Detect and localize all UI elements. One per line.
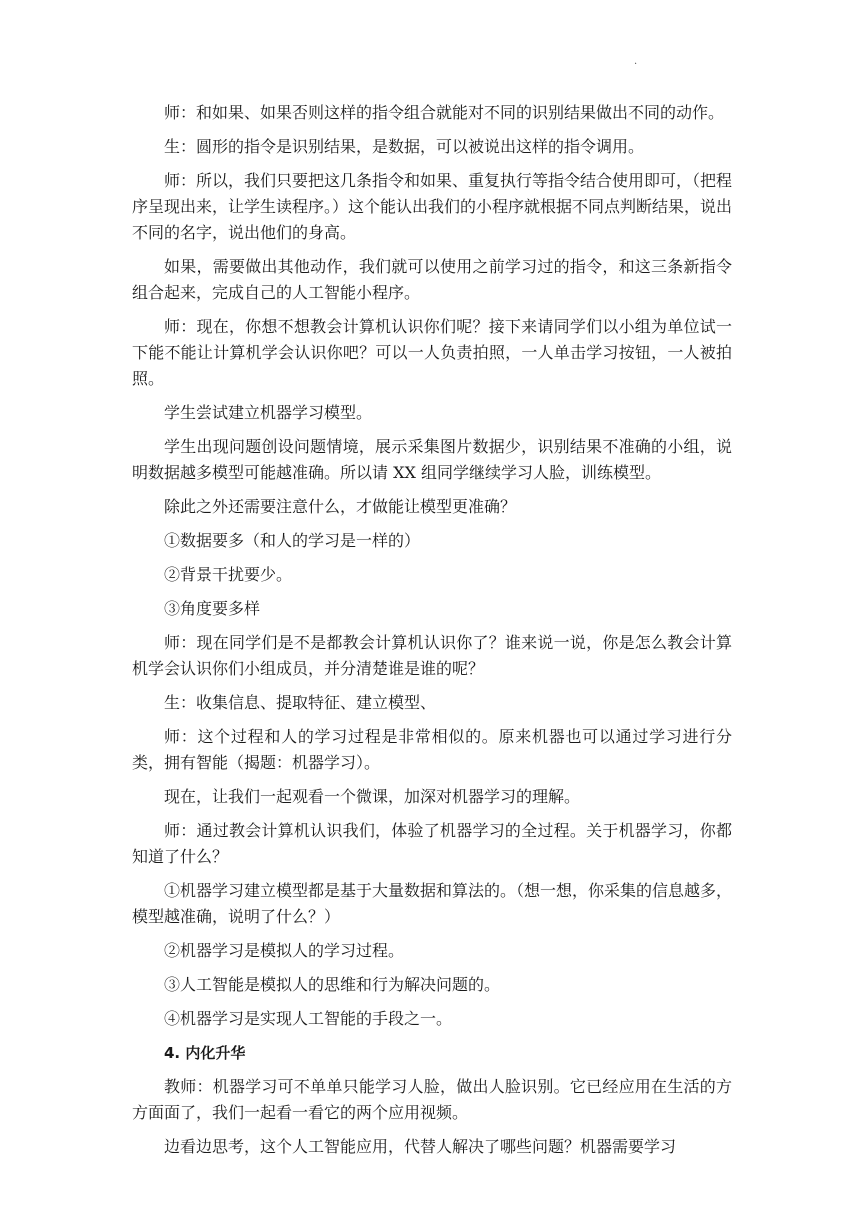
paragraph: 现在，让我们一起观看一个微课，加深对机器学习的理解。 bbox=[164, 787, 581, 806]
paragraph: 除此之外还需要注意什么，才做能让模型更准确？ bbox=[164, 497, 517, 516]
list-item: ①数据要多（和人的学习是一样的） bbox=[164, 531, 421, 550]
paragraph: 教师：机器学习可不单单只能学习人脸，做出人脸识别。它已经应用在生活的方方面面了，我们一起看一看它的两个应用视频。 bbox=[132, 1077, 732, 1122]
paragraph: 师：通过教会计算机认识我们，体验了机器学习的全过程。关于机器学习，你都知道了什么？ bbox=[132, 821, 732, 866]
paragraph: 师：这个过程和人的学习过程是非常相似的。原来机器也可以通过学习进行分类，拥有智能（揭题：机器学习）。 bbox=[132, 727, 732, 772]
paragraph: 师：所以，我们只要把这几条指令和如果、重复执行等指令结合使用即可，（把程序呈现出来，让学生读程序。）这个能认出我们的小程序就根据不同点判断结果，说出不同的名字，说出他们的身高。 bbox=[132, 171, 733, 242]
list-item: ④机器学习是实现人工智能的手段之一。 bbox=[164, 1009, 453, 1028]
list-item: ①机器学习建立模型都是基于大量数据和算法的。（想一想，你采集的信息越多，模型越准确，说明了什么？） bbox=[132, 881, 733, 926]
paragraph: 生：圆形的指令是识别结果，是数据，可以被说出这样的指令调用。 bbox=[164, 137, 645, 156]
paragraph: 学生出现问题创设问题情境，展示采集图片数据少，识别结果不准确的小组，说明数据越多模型可能越准确。所以请 XX 组同学继续学习人脸，训练模型。 bbox=[132, 437, 732, 482]
list-item: ②机器学习是模拟人的学习过程。 bbox=[164, 941, 405, 960]
list-item: ③角度要多样 bbox=[164, 599, 261, 618]
paragraph: 边看边思考，这个人工智能应用，代替人解决了哪些问题？机器需要学习 bbox=[164, 1137, 677, 1156]
list-item: ③人工智能是模拟人的思维和行为解决问题的。 bbox=[164, 975, 501, 994]
section-heading: 4. 内化升华 bbox=[164, 1044, 246, 1062]
paragraph: 师：和如果、如果否则这样的指令组合就能对不同的识别结果做出不同的动作。 bbox=[164, 103, 725, 122]
paragraph: 如果，需要做出其他动作，我们就可以使用之前学习过的指令，和这三条新指令组合起来，完成自己的人工智能小程序。 bbox=[132, 257, 732, 302]
document-body bbox=[132, 100, 732, 1160]
header-mark: . bbox=[634, 56, 638, 67]
paragraph: 学生尝试建立机器学习模型。 bbox=[164, 403, 373, 422]
list-item: ②背景干扰要少。 bbox=[164, 565, 293, 584]
paragraph: 生：收集信息、提取特征、建立模型、 bbox=[164, 693, 437, 712]
paragraph: 师：现在，你想不想教会计算机认识你们呢？接下来请同学们以小组为单位试一下能不能让计算机学会认识你吧？可以一人负责拍照，一人单击学习按钮，一人被拍照。 bbox=[132, 317, 732, 388]
paragraph: 师：现在同学们是不是都教会计算机认识你了？谁来说一说，你是怎么教会计算机学会认识你们小组成员，并分清楚谁是谁的呢？ bbox=[132, 633, 732, 678]
